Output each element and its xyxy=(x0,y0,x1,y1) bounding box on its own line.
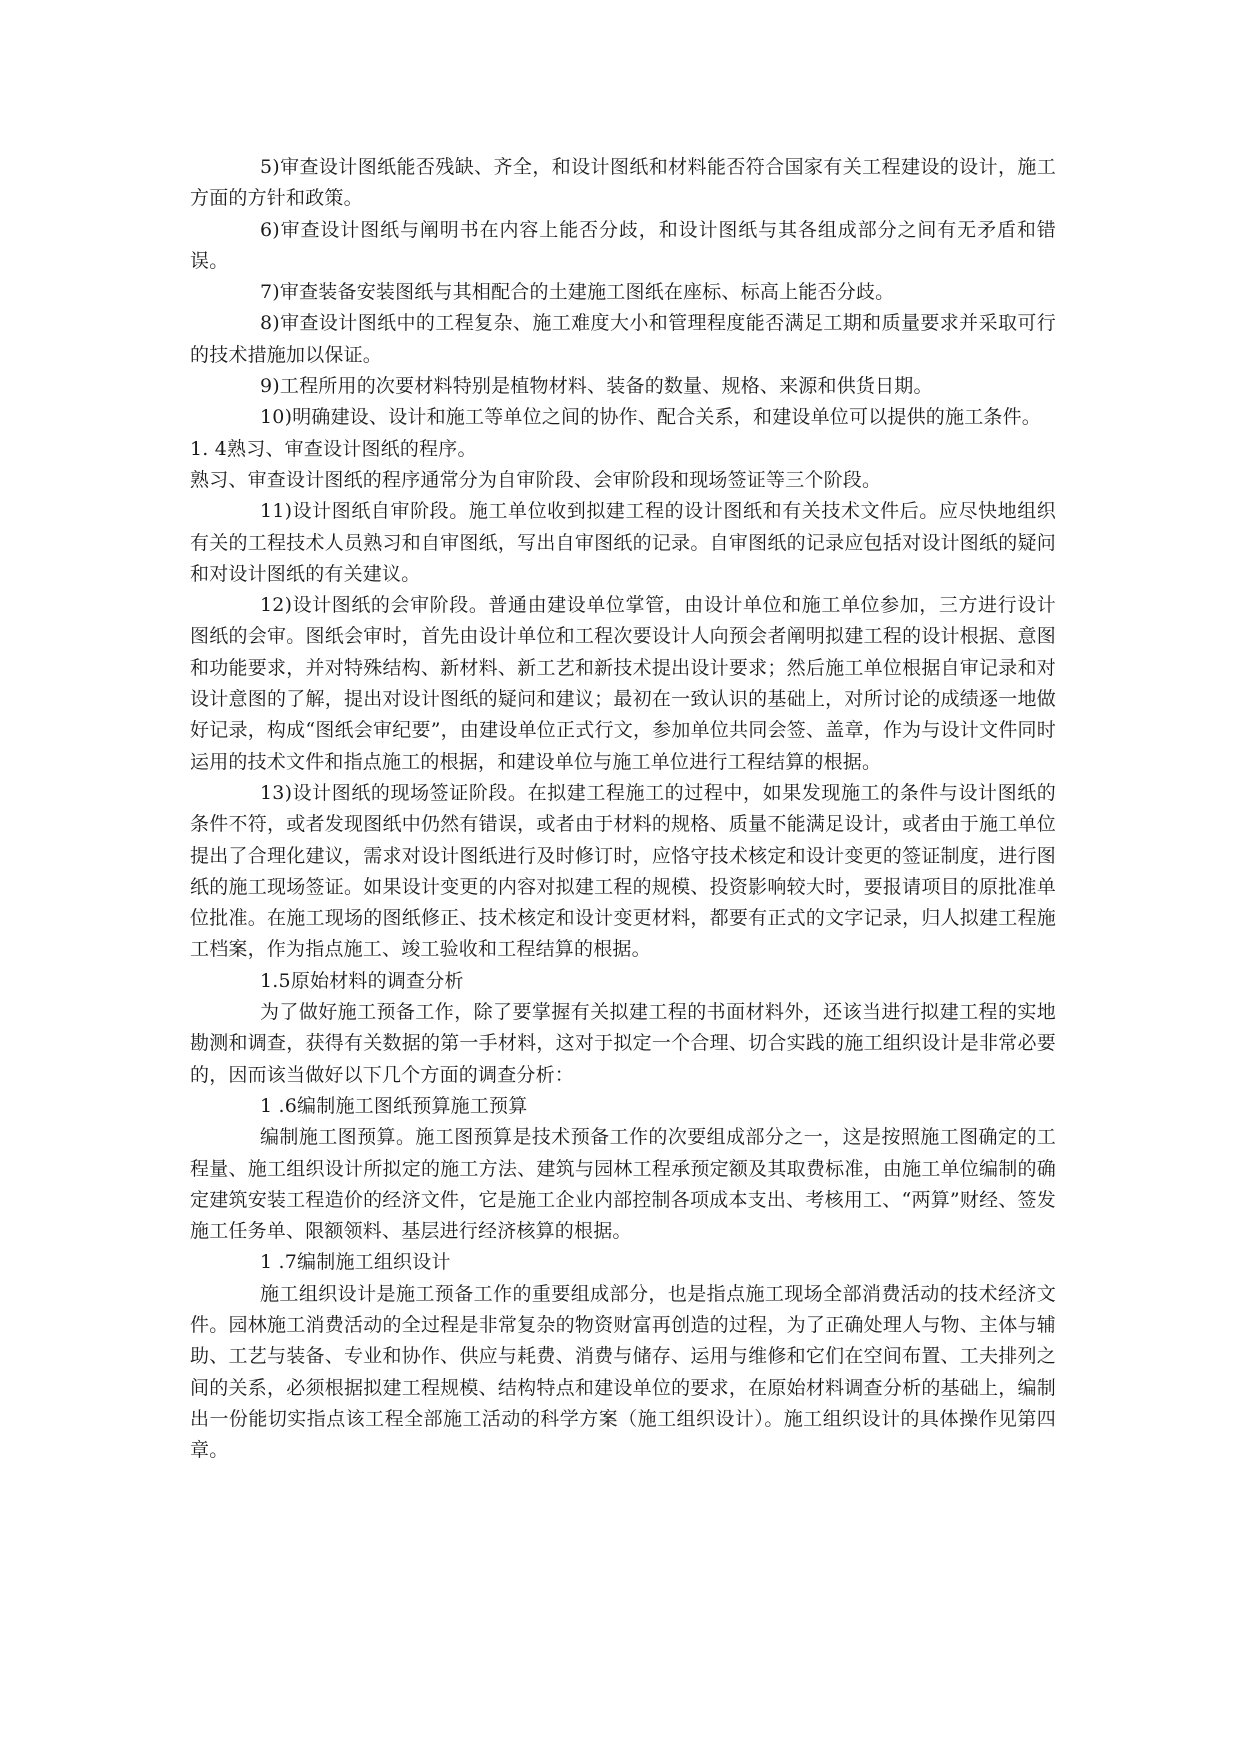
paragraph-site-visa: 13)设计图纸的现场签证阶段。在拟建工程施工的过程中，如果发现施工的条件与设计图纸的条件不符，或者发现图纸中仍然有错误，或者由于材料的规格、质量不能满足设计，或者由于施工单位提出了合理化建议，需求对设计图纸进行及时修订时，应恪守技术核定和设计变更的签证制度，进行图纸的施工现场签证。如果设计变更的内容对拟建工程的规模、投资影响较大时，要报请项目的原批准单位批准。在施工现场的图纸修正、技术核定和设计变更材料，都要有正式的文字记录，归人拟建工程施工档案，作为指点施工、竣工验收和工程结算的根据。 xyxy=(190,781,1056,961)
section-heading-1-4: 1. 4熟习、审查设计图纸的程序。 xyxy=(190,437,477,460)
document-body xyxy=(190,152,1056,1466)
paragraph-budget: 编制施工图预算。施工图预算是技术预备工作的次要组成部分之一，这是按照施工图确定的工程量、施工组织设计所拟定的施工方法、建筑与园林工程承预定额及其取费标准，由施工单位编制的确定建筑安装工程造价的经济文件，它是施工企业内部控制各项成本支出、考核用工、“两算”财经、签发施工任务单、限额领料、基层进行经济核算的根据。 xyxy=(190,1126,1056,1243)
paragraph-review-consistency: 6)审查设计图纸与阐明书在内容上能否分歧，和设计图纸与其各组成部分之间有无矛盾和错误。 xyxy=(190,218,1056,272)
paragraph-review-equipment: 7)审查装备安装图纸与其相配合的土建施工图纸在座标、标高上能否分歧。 xyxy=(260,281,895,304)
paragraph-review-stages: 熟习、审查设计图纸的程序通常分为自审阶段、会审阶段和现场签证等三个阶段。 xyxy=(190,468,882,491)
paragraph-self-review: 11)设计图纸自审阶段。施工单位收到拟建工程的设计图纸和有关技术文件后。应尽快地组织有关的工程技术人员熟习和自审图纸，写出自审图纸的记录。自审图纸的记录应包括对设计图纸的疑问和对设计图纸的有关建议。 xyxy=(190,500,1056,585)
section-heading-1-7: 1 .7编制施工组织设计 xyxy=(260,1251,451,1274)
paragraph-review-completeness: 5)审查设计图纸能否残缺、齐全，和设计图纸和材料能否符合国家有关工程建设的设计，施工方面的方针和政策。 xyxy=(190,156,1056,210)
paragraph-joint-review: 12)设计图纸的会审阶段。普通由建设单位掌管，由设计单位和施工单位参加，三方进行设计图纸的会审。图纸会审时，首先由设计单位和工程次要设计人向预会者阐明拟建工程的设计根据、意图和功能要求，并对特殊结构、新材料、新工艺和新技术提出设计要求；然后施工单位根据自审记录和对设计意图的了解，提出对设计图纸的疑问和建议；最初在一致认识的基础上，对所讨论的成绩逐一地做好记录，构成“图纸会审纪要”，由建设单位正式行文，参加单位共同会签、盖章，作为与设计文件同时运用的技术文件和指点施工的根据，和建设单位与施工单位进行工程结算的根据。 xyxy=(190,594,1056,773)
paragraph-construction-design: 施工组织设计是施工预备工作的重要组成部分，也是指点施工现场全部消费活动的技术经济文件。园林施工消费活动的全过程是非常复杂的物资财富再创造的过程，为了正确处理人与物、主体与辅助、工艺与装备、专业和协作、供应与耗费、消费与储存、运用与维修和它们在空间布置、工夫排列之间的关系，必须根据拟建工程规模、结构特点和建设单位的要求，在原始材料调查分析的基础上，编制出一份能切实指点该工程全部施工活动的科学方案（施工组织设计）。施工组织设计的具体操作见第四章。 xyxy=(190,1282,1056,1462)
section-heading-1-5: 1.5原始材料的调查分析 xyxy=(260,969,464,992)
paragraph-coordination: 10)明确建设、设计和施工等单位之间的协作、配合关系，和建设单位可以提供的施工条件。 xyxy=(260,406,1041,429)
paragraph-main-materials: 9)工程所用的次要材料特别是植物材料、装备的数量、规格、来源和供货日期。 xyxy=(260,375,933,398)
section-heading-1-6: 1 .6编制施工图纸预算施工预算 xyxy=(260,1094,528,1117)
paragraph-investigation: 为了做好施工预备工作，除了要掌握有关拟建工程的书面材料外，还该当进行拟建工程的实地勘测和调查，获得有关数据的第一手材料，这对于拟定一个合理、切合实践的施工组织设计是非常必要的，因而该当做好以下几个方面的调查分析： xyxy=(190,1001,1056,1086)
paragraph-review-complexity: 8)审查设计图纸中的工程复杂、施工难度大小和管理程度能否满足工期和质量要求并采取可行的技术措施加以保证。 xyxy=(190,312,1056,366)
